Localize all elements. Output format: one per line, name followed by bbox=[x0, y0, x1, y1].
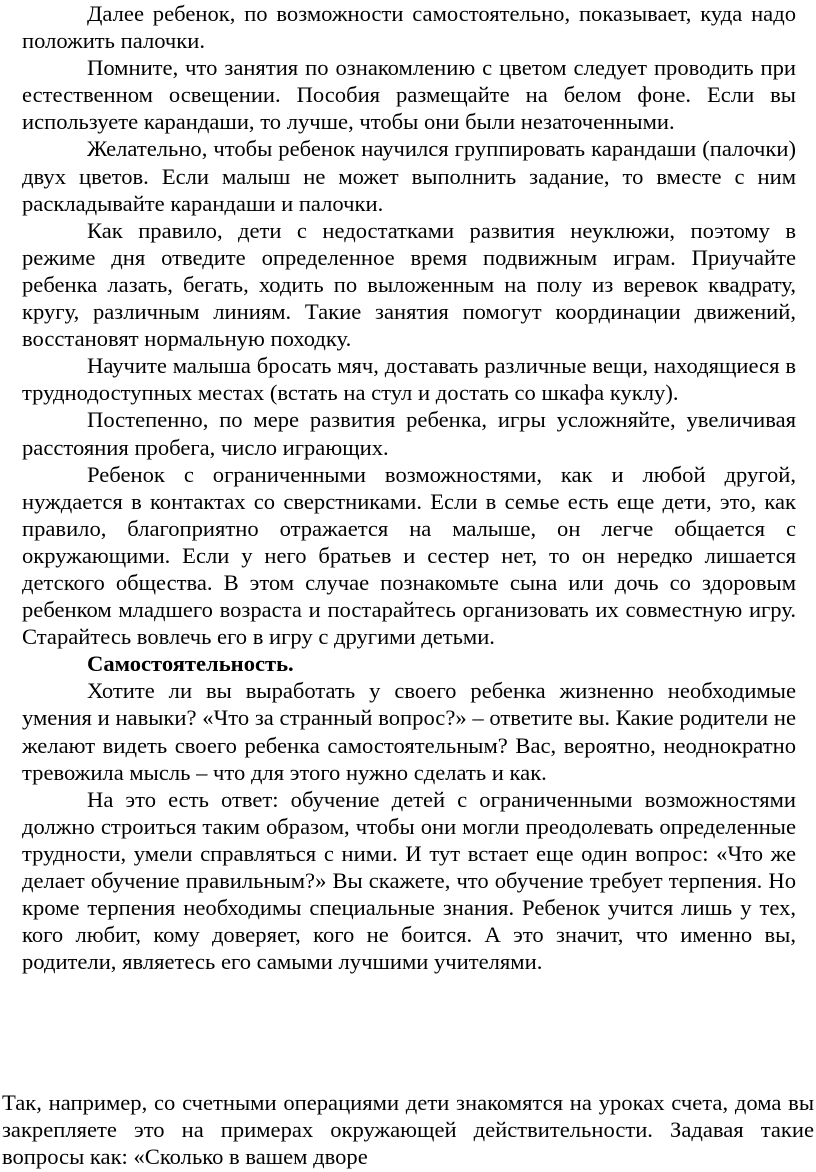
paragraph-7: Ребенок с ограниченными возможностями, как и любой другой, нуждается в контактах со сверстниками. Если в семье есть еще дети, это, как правило, благоприятно отражается на малыше, он легче общается с окружающими. Если у него братьев и сестер нет, то он нередко лишается детского общества. В этом случае познакомьте сына или дочь со здоровым ребенком младшего возраста и постарайтесь организовать их совместную игру. Старайтесь вовлечь его в игру с другими детьми. bbox=[22, 461, 796, 650]
paragraph-2: Помните, что занятия по ознакомлению с цветом следует проводить при естественном освещении. Пособия размещайте на белом фоне. Если вы используете карандаши, то лучше, чтобы они были незаточенными. bbox=[22, 55, 796, 135]
tail-paragraph: Так, например, со счетными операциями дети знакомятся на уроках счета, дома вы закрепляете это на примерах окружающей действительности. Задавая такие вопросы как: «Сколько в вашем дворе bbox=[2, 1090, 814, 1170]
paragraph-6: Постепенно, по мере развития ребенка, игры усложняйте, увеличивая расстояния пробега, число играющих. bbox=[22, 407, 796, 460]
tail-text-block bbox=[2, 1089, 814, 1170]
paragraph-4: Как правило, дети с недостатками развития неуклюжи, поэтому в режиме дня отведите определенное время подвижным играм. Приучайте ребенка лазать, бегать, ходить по выложенным на полу из веревок квадрату, кругу, различным линиям. Такие занятия помогут координации движений, восстановят нормальную походку. bbox=[22, 217, 796, 352]
paragraph-5: Научите малыша бросать мяч, доставать различные вещи, находящиеся в труднодоступных местах (встать на стул и достать со шкафа куклу). bbox=[22, 353, 796, 406]
paragraph-1: Далее ребенок, по возможности самостоятельно, показывает, куда надо положить палочки. bbox=[22, 1, 796, 54]
main-text-block bbox=[22, 0, 796, 975]
section-paragraph-2: На это есть ответ: обучение детей с ограниченными возможностями должно строиться таким образом, чтобы они могли преодолевать определенные трудности, умели справляться с ними. И тут встает еще один вопрос: «Что же делает обучение правильным?» Вы скажете, что обучение требует терпения. Но кроме терпения необходимы специальные знания. Ребенок учится лишь у тех, кого любит, кому доверяет, кого не боится. А это значит, что именно вы, родители, являетесь его самыми лучшими учителями. bbox=[22, 786, 796, 975]
paragraph-3: Желательно, чтобы ребенок научился группировать карандаши (палочки) двух цветов. Если малыш не может выполнить задание, то вместе с ним раскладывайте карандаши и палочки. bbox=[22, 136, 796, 216]
section-paragraph-1: Хотите ли вы выработать у своего ребенка жизненно необходимые умения и навыки? «Что за странный вопрос?» – ответите вы. Какие родители не желают видеть своего ребенка самостоятельным? Вас, вероятно, неоднократно тревожила мысль – что для этого нужно сделать и как. bbox=[22, 678, 796, 785]
section-heading: Самостоятельность. bbox=[87, 651, 294, 677]
